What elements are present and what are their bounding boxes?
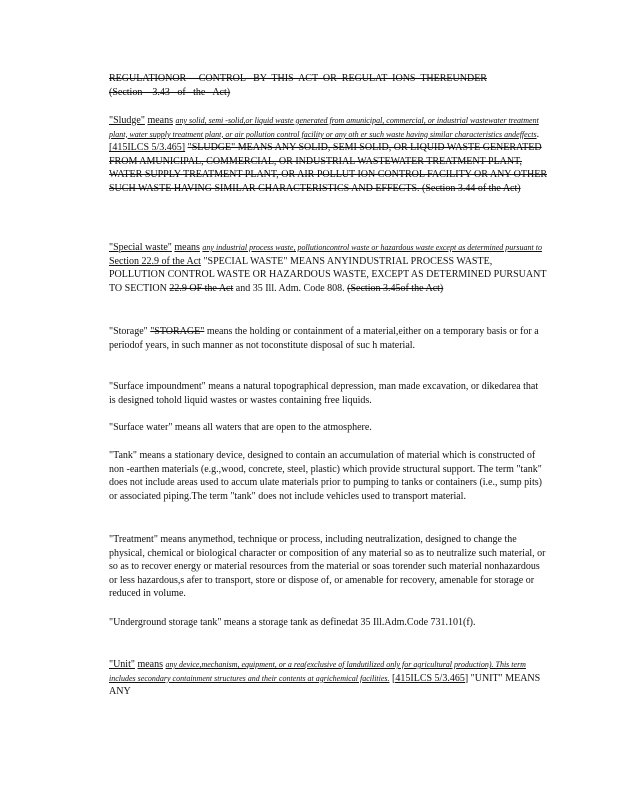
unit-term: "Unit" <box>109 659 135 670</box>
sludge-period: . <box>536 128 540 140</box>
unit-inserted-text: any device,mechanism, equipment, or a rea(exclusive of landutilized only for agricultural production). This term includes secondary containment structures and their contents at agrichemical facilities. <box>109 660 526 683</box>
special-waste-section-ref: Section 22.9 of the Act <box>109 255 201 267</box>
tank-text: "Tank" means a stationary device, designed to contain an accumulation of material which is constructed of non -earthen materials (e.g.,wood, concrete, steel, plastic) which provide structural support. The term "tank" does not include areas used to accum ulate materials prior to pumping to tanks or containers (i.e., sump pits) or associated piping.The term "tank" does not include vehicles used to transport material. <box>109 450 542 502</box>
definition-tank <box>109 449 547 503</box>
special-waste-means: means <box>174 242 200 253</box>
sludge-term: "Sludge" <box>109 115 145 126</box>
special-waste-and-text: and 35 Ill. Adm. Code 808. <box>235 282 345 294</box>
definition-surface-impoundment <box>109 380 547 407</box>
storage-body: means the holding or containment of a material,either on a temporary basis or for a periodof years, in such manner as not toconstitute disposal of suc h material. <box>109 326 539 351</box>
definition-underground-storage-tank <box>109 616 547 630</box>
section-header <box>109 72 547 99</box>
storage-term: "Storage" <box>109 326 148 337</box>
definition-storage <box>109 325 547 352</box>
storage-struck-term: "STORAGE" <box>150 326 205 337</box>
surface-water-text: "Surface water" means all waters that are open to the atmosphere. <box>109 422 372 433</box>
special-waste-struck-2: (Section 3.45of the Act) <box>347 282 444 294</box>
definition-surface-water <box>109 421 547 435</box>
definition-sludge <box>109 114 547 195</box>
special-waste-struck-1: 22.9 OF the Act <box>169 282 234 294</box>
sludge-citation: [415ILCS 5/3.465] <box>109 142 186 153</box>
special-waste-inserted-text: any industrial process waste, pollutioncontrol waste or hazardous waste except as determined pursuant to <box>202 243 542 252</box>
unit-citation: [415ILCS 5/3.465] <box>392 672 469 684</box>
sludge-struck-text: "SLUDGE" MEANS ANY SOLID, SEMI SOLID, OR LIQUID WASTE GENERATED FROM AMUNICIPAL, COMMERCIAL, OR INDUSTRIAL WASTEWATER TREATMENT PLANT, WATER SUPPLY TREATMENT PLANT, OR AIR POLLUT ION CONTROL FACILITY OR ANY OTHER SUCH WASTE HAVING SIMILAR CHARACTERISTICS AND EFFECTS. (Section 3.44 of the Act) <box>109 142 547 194</box>
unit-means: means <box>137 659 163 670</box>
header-line-1: REGULATIONOR CONTROL BY THIS ACT OR REGULAT IONS THEREUNDER <box>109 73 487 84</box>
sludge-means: means <box>147 115 173 126</box>
surface-impoundment-text: "Surface impoundment" means a natural topographical depression, man made excavation, or dikedarea that is designed tohold liquid wastes or wastes containing free liquids. <box>109 381 539 406</box>
unit-upper-text: "UNIT" MEANS ANY <box>109 672 541 697</box>
header-line-2: (Section 3.43 of the Act) <box>109 86 231 98</box>
special-waste-term: "Special waste" <box>109 242 172 253</box>
definition-special-waste <box>109 241 547 295</box>
underground-tank-text: "Underground storage tank" means a storage tank as definedat 35 Ill.Adm.Code 731.101(f). <box>109 617 476 628</box>
sludge-inserted-text: any solid, semi -solid,or liquid waste generated from amunicipal, commercial, or industrial wastewater treatment plant, water supply treatment plant, or air pollution control facility or any oth er such waste having similar characteristics andeffects <box>109 116 539 139</box>
definition-unit <box>109 658 547 699</box>
treatment-text: "Treatment" means anymethod, technique or process, including neutralization, designed to change the physical, chemical or biological character or composition of any material so as to neutralize such material, or so as to recover energy or material resources from the material or soas torender such material nonhazardous or less hazardous,s afer to transport, store or dispose of, or amenable for recovery, amenable for storage or reduced in volume. <box>109 534 546 599</box>
definition-treatment <box>109 533 547 601</box>
special-waste-upper-text: "SPECIAL WASTE" MEANS ANYINDUSTRIAL PROCESS WASTE, POLLUTION CONTROL WASTE OR HAZARDOUS WASTE, EXCEPT AS DETERMINED PURSUANT TO SECTION <box>109 255 547 294</box>
